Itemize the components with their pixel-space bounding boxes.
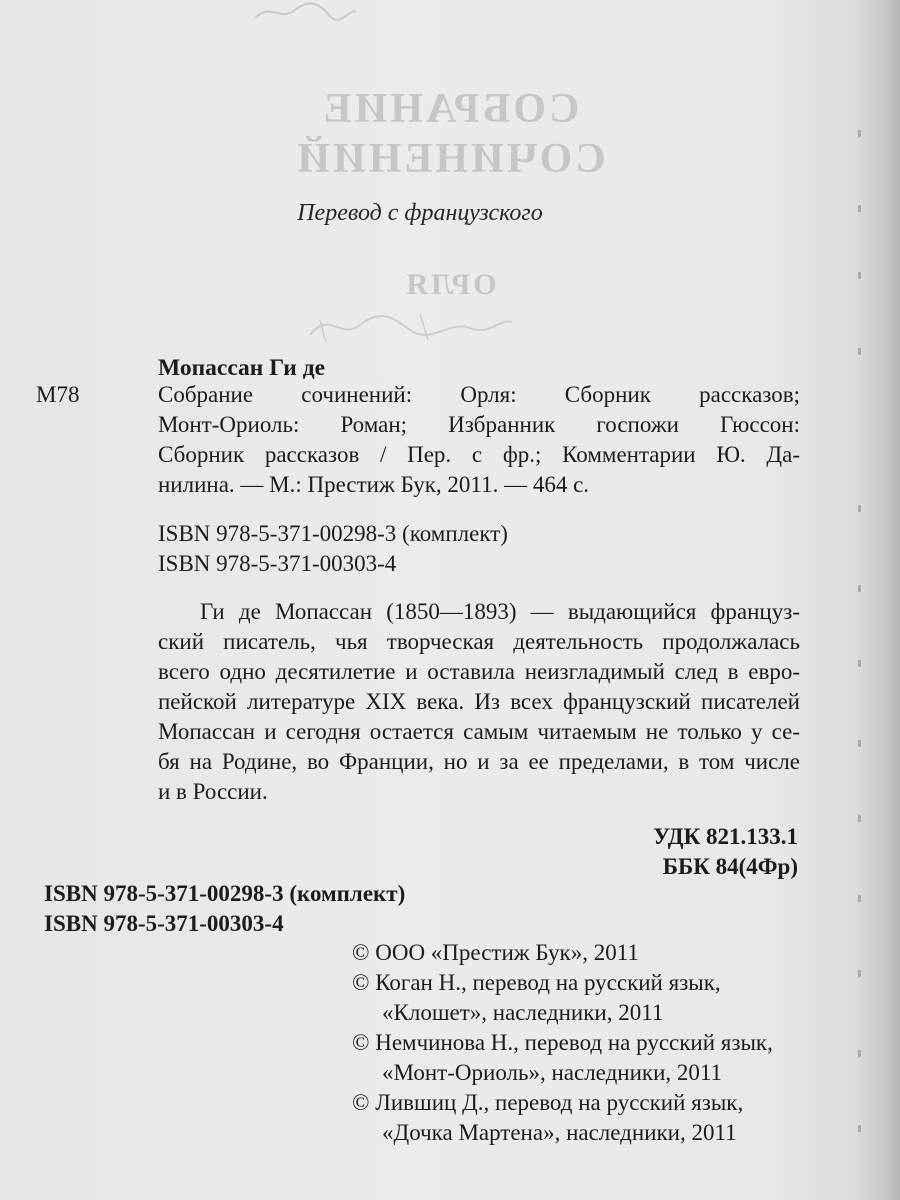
isbn-block	[44, 879, 405, 939]
copyright-line: «Монт-Ориоль», наследники, 2011	[382, 1060, 723, 1085]
annotation-line: всего одно десятилетие и оставила неизгладимый след в евро-	[158, 659, 800, 684]
annotation-paragraph	[158, 597, 800, 807]
binding-stitch	[858, 815, 861, 822]
catalog-author-code: М78	[36, 382, 80, 407]
binding-stitch	[858, 1125, 861, 1132]
binding-stitch	[858, 205, 861, 212]
isbn-line: ISBN 978-5-371-00298-3 (комплект)	[44, 881, 406, 906]
annotation-line: пейской литературе XIX века. Из всех французский писателей	[158, 689, 800, 714]
bleed-through-signature	[250, 0, 360, 24]
binding-stitch	[858, 1050, 861, 1057]
annotation-line: бя на Родине, во Франции, но и за ее пределами, в том числе	[158, 749, 800, 774]
annotation-line: ский писатель, чья творческая деятельность продолжалась	[158, 629, 800, 654]
translation-subtitle: Перевод с французского	[297, 200, 543, 226]
binding-stitch	[858, 740, 861, 747]
copyright-line: © ООО «Престиж Бук», 2011	[352, 940, 639, 965]
binding-stitch	[858, 505, 861, 512]
binding-stitch	[858, 970, 861, 977]
copyright-line: «Дочка Мартена», наследники, 2011	[382, 1120, 737, 1145]
classification-block	[653, 822, 798, 882]
isbn-line: ISBN 978-5-371-00303-4	[44, 911, 284, 936]
binding-stitch	[858, 585, 861, 592]
catalog-author: Мопассан Ги де	[158, 355, 326, 381]
copyright-line: © Коган Н., перевод на русский язык,	[352, 970, 721, 995]
bleed-through-script	[300, 300, 520, 350]
catalog-description-line: Монт-Ориоль: Роман; Избранник госпожи Гюссон:	[158, 412, 800, 437]
catalog-isbn-block	[158, 519, 508, 579]
catalog-description-line: нилина. — М.: Престиж Бук, 2011. — 464 с.	[158, 472, 590, 497]
copyright-block	[352, 938, 773, 1148]
catalog-description	[158, 380, 800, 500]
annotation-line: Мопассан и сегодня остается самым читаемым не только у се-	[158, 719, 800, 744]
catalog-isbn-line: ISBN 978-5-371-00298-3 (комплект)	[158, 521, 508, 546]
copyright-line: «Клошет», наследники, 2011	[382, 1000, 664, 1025]
catalog-description-line: Сборник рассказов / Пер. с фр.; Комментарии Ю. Да-	[158, 442, 800, 467]
bleed-through-volume: ОРЛЯ	[403, 268, 497, 301]
catalog-description-line: Собрание сочинений: Орля: Сборник рассказов;	[158, 382, 800, 407]
copyright-line: © Немчинова Н., перевод на русский язык,	[352, 1030, 773, 1055]
catalog-isbn-line: ISBN 978-5-371-00303-4	[158, 551, 397, 576]
binding-stitch	[858, 348, 861, 355]
bleed-through-title-1: СОБРАНИЕ	[320, 86, 580, 132]
binding-stitch	[858, 895, 861, 902]
binding-stitch	[858, 660, 861, 667]
annotation-line: Ги де Мопассан (1850—1893) — выдающийся француз-	[200, 599, 800, 624]
bbk-code: ББК 84(4Фр)	[662, 854, 798, 879]
bleed-through-title-2: СОЧИНЕНИЙ	[294, 136, 606, 182]
copyright-line: © Лившиц Д., перевод на русский язык,	[352, 1090, 744, 1115]
udk-code: УДК 821.133.1	[653, 824, 798, 849]
annotation-line: и в России.	[158, 779, 268, 804]
